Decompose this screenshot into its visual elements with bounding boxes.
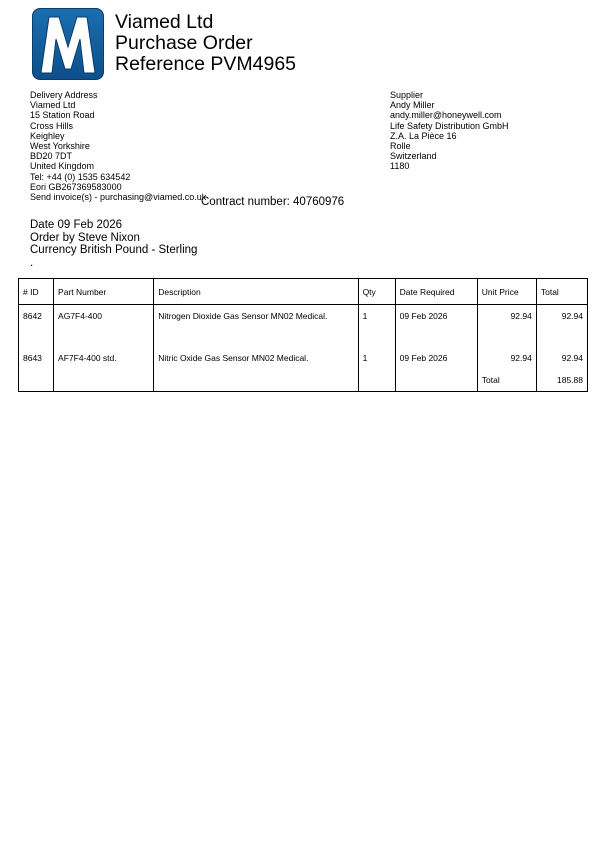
reference-number: Reference PVM4965 bbox=[115, 53, 297, 75]
cell-qty: 1 bbox=[358, 305, 395, 350]
cell-total: 92.94 bbox=[536, 305, 587, 350]
cell-empty bbox=[54, 365, 154, 392]
supplier-line: 1180 bbox=[390, 161, 410, 172]
delivery-heading: Delivery Address bbox=[30, 90, 98, 100]
cell-date-required: 09 Feb 2026 bbox=[395, 305, 477, 350]
company-name: Viamed Ltd bbox=[115, 11, 214, 33]
header-qty: Qty bbox=[358, 279, 395, 305]
cell-part-number: AG7F4-400 bbox=[54, 305, 154, 350]
header-part-number: Part Number bbox=[54, 279, 154, 305]
supplier-email: andy.miller@honeywell.com bbox=[390, 110, 502, 121]
cell-date-required: 09 Feb 2026 bbox=[395, 349, 477, 365]
grand-total: 185.88 bbox=[536, 365, 587, 392]
cell-description: Nitrogen Dioxide Gas Sensor MN02 Medical. bbox=[154, 305, 358, 350]
total-label: Total bbox=[477, 365, 536, 392]
cell-qty: 1 bbox=[358, 349, 395, 365]
delivery-phone: Tel: +44 (0) 1535 634542 bbox=[30, 171, 131, 182]
header-total: Total bbox=[536, 279, 587, 305]
order-currency: Currency British Pound - Sterling bbox=[30, 244, 198, 256]
supplier-line: Life Safety Distribution GmbH bbox=[390, 120, 509, 131]
supplier-address bbox=[390, 90, 509, 172]
delivery-line: BD20 7DT bbox=[30, 151, 73, 162]
supplier-line: Switzerland bbox=[390, 151, 437, 162]
header-date-required: Date Required bbox=[395, 279, 477, 305]
meta-dot: . bbox=[30, 256, 34, 269]
order-by: Order by Steve Nixon bbox=[30, 231, 140, 244]
delivery-eori: Eori GB267369583000 bbox=[30, 181, 122, 192]
table-row bbox=[19, 349, 588, 365]
delivery-line: West Yorkshire bbox=[30, 141, 90, 152]
delivery-line: United Kingdom bbox=[30, 161, 95, 172]
supplier-contact: Andy Miller bbox=[390, 100, 435, 111]
header-unit-price: Unit Price bbox=[477, 279, 536, 305]
cell-id: 8642 bbox=[19, 305, 54, 350]
delivery-line: Keighley bbox=[30, 130, 65, 141]
cell-empty bbox=[395, 365, 477, 392]
cell-empty bbox=[154, 365, 358, 392]
table-row bbox=[19, 305, 588, 350]
cell-unit-price: 92.94 bbox=[477, 349, 536, 365]
order-date: Date 09 Feb 2026 bbox=[30, 219, 123, 231]
company-logo bbox=[32, 8, 104, 80]
delivery-address bbox=[30, 90, 206, 202]
supplier-heading: Supplier bbox=[390, 90, 424, 100]
header-id: # ID bbox=[19, 279, 54, 305]
supplier-line: Z.A. La Pièce 16 bbox=[390, 130, 457, 141]
delivery-line: Viamed Ltd bbox=[30, 100, 76, 111]
cell-unit-price: 92.94 bbox=[477, 305, 536, 350]
delivery-line: Cross Hills bbox=[30, 120, 74, 131]
header-description: Description bbox=[154, 279, 358, 305]
invoice-email: Send invoice(s) - purchasing@viamed.co.uk bbox=[30, 192, 207, 203]
cell-empty bbox=[358, 365, 395, 392]
cell-part-number: AF7F4-400 std. bbox=[54, 349, 154, 365]
document-type: Purchase Order bbox=[115, 32, 253, 54]
viamed-m-icon bbox=[33, 9, 103, 79]
contract-number: Contract number: 40760976 bbox=[201, 196, 345, 208]
supplier-line: Rolle bbox=[390, 141, 411, 152]
table-header-row bbox=[19, 279, 588, 305]
order-meta bbox=[30, 219, 197, 269]
document-title bbox=[115, 12, 296, 75]
table-total-row bbox=[19, 365, 588, 392]
order-lines-table bbox=[18, 278, 588, 392]
cell-id: 8643 bbox=[19, 349, 54, 365]
cell-total: 92.94 bbox=[536, 349, 587, 365]
cell-description: Nitric Oxide Gas Sensor MN02 Medical. bbox=[154, 349, 358, 365]
delivery-line: 15 Station Road bbox=[30, 110, 95, 121]
cell-empty bbox=[19, 365, 54, 392]
